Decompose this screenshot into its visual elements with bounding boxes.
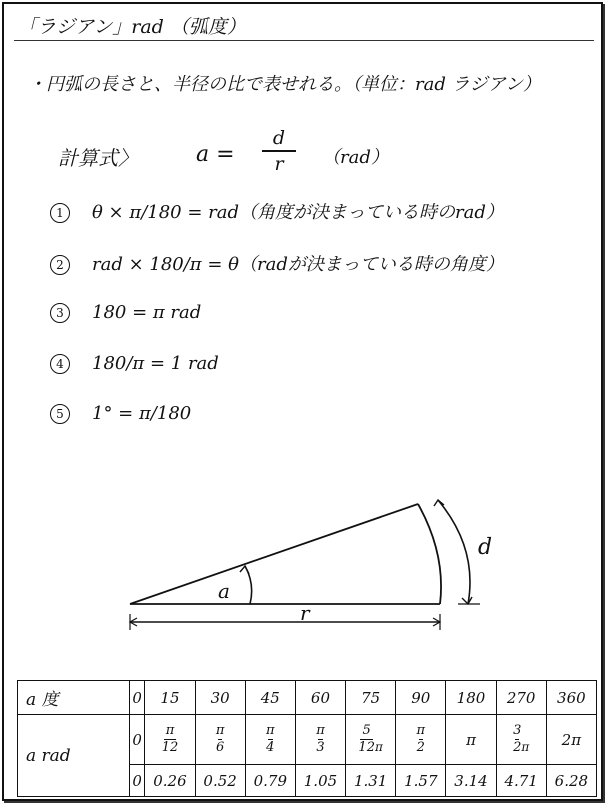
radian-cell	[295, 715, 345, 765]
item-number: 4	[50, 354, 70, 374]
arc-arrowhead-bottom	[462, 597, 472, 604]
radian-cell: 2π	[546, 715, 596, 765]
radian-suffix: π	[374, 740, 383, 754]
arc-length-marker	[438, 500, 470, 604]
degree-cell: 180	[446, 681, 496, 715]
degree-cell: 360	[546, 681, 596, 715]
radian-cell	[195, 715, 245, 765]
decimal-cell: 6.28	[546, 765, 596, 797]
item-number: 3	[50, 303, 70, 323]
radian-fraction: $\frac{\pi}{4}$	[266, 723, 275, 755]
definition-note: ・円弧の長さと、半径の比で表せれる。（単位：rad ラジアン）	[28, 74, 541, 95]
item-text: 1° = π/180	[92, 403, 192, 424]
degree-cell: 90	[396, 681, 446, 715]
degree-cell: 0	[130, 681, 145, 715]
decimal-cell: 3.14	[446, 765, 496, 797]
radian-cell: π	[446, 715, 496, 765]
item-text: rad × 180/π = θ（radが決まっている時の角度）	[92, 254, 504, 275]
radian-cell	[145, 715, 195, 765]
radian-fraction: $\frac{\pi}{2}$	[416, 723, 426, 755]
radian-fraction: $\frac{\pi}{6}$	[215, 723, 225, 755]
radian-cell	[396, 715, 446, 765]
decimal-cell: 1.57	[396, 765, 446, 797]
sector-upper-radius	[130, 504, 418, 604]
radian-cell	[245, 715, 295, 765]
radian-fraction: $\frac{3}{2}$	[513, 723, 522, 755]
radian-fraction: $\frac{5}{12}$	[358, 723, 375, 755]
degree-cell: 270	[496, 681, 546, 715]
sector-arc	[418, 504, 441, 604]
radian-row-header: a rad	[18, 715, 130, 797]
degree-row	[18, 681, 597, 715]
radian-fraction: $\frac{\pi}{3}$	[316, 723, 325, 755]
degree-cell: 15	[145, 681, 195, 715]
item-text: θ × π/180 = rad（角度が決まっている時のrad）	[92, 202, 504, 223]
radian-row	[18, 715, 597, 765]
item-number: 5	[50, 404, 70, 424]
angle-label: a	[218, 579, 230, 603]
degree-cell: 75	[346, 681, 396, 715]
radian-cell	[346, 715, 396, 765]
decimal-cell: 0	[130, 765, 145, 797]
degree-cell: 45	[245, 681, 295, 715]
decimal-cell: 1.05	[295, 765, 345, 797]
item-text: 180 = π rad	[92, 302, 202, 323]
item-number: 2	[50, 255, 70, 275]
decimal-cell: 0.26	[145, 765, 195, 797]
formula-label: 計算式〉	[58, 146, 138, 170]
angle-conversion-table	[17, 680, 597, 797]
decimal-cell: 4.71	[496, 765, 546, 797]
radian-cell	[496, 715, 546, 765]
formula-numerator: d	[272, 127, 286, 149]
angle-arrowhead	[240, 566, 249, 574]
radian-suffix: π	[521, 740, 530, 754]
arc-length-label: d	[478, 535, 493, 560]
decimal-cell: 0.52	[195, 765, 245, 797]
degree-cell: 60	[295, 681, 345, 715]
item-text: 180/π = 1 rad	[92, 353, 219, 374]
formula-denominator: r	[274, 152, 284, 175]
degree-row-header: a 度	[18, 681, 130, 715]
decimal-cell: 1.31	[346, 765, 396, 797]
radian-cell: 0	[130, 715, 145, 765]
radian-fraction: $\frac{\pi}{12}$	[161, 723, 179, 755]
degree-cell: 30	[195, 681, 245, 715]
item-number: 1	[50, 203, 70, 223]
page-title: 「ラジアン」rad （弧度）	[18, 16, 246, 38]
radius-label: r	[300, 601, 310, 625]
formula-unit: （rad）	[322, 147, 389, 168]
formula-lhs: a =	[196, 142, 235, 167]
decimal-cell: 0.79	[245, 765, 295, 797]
